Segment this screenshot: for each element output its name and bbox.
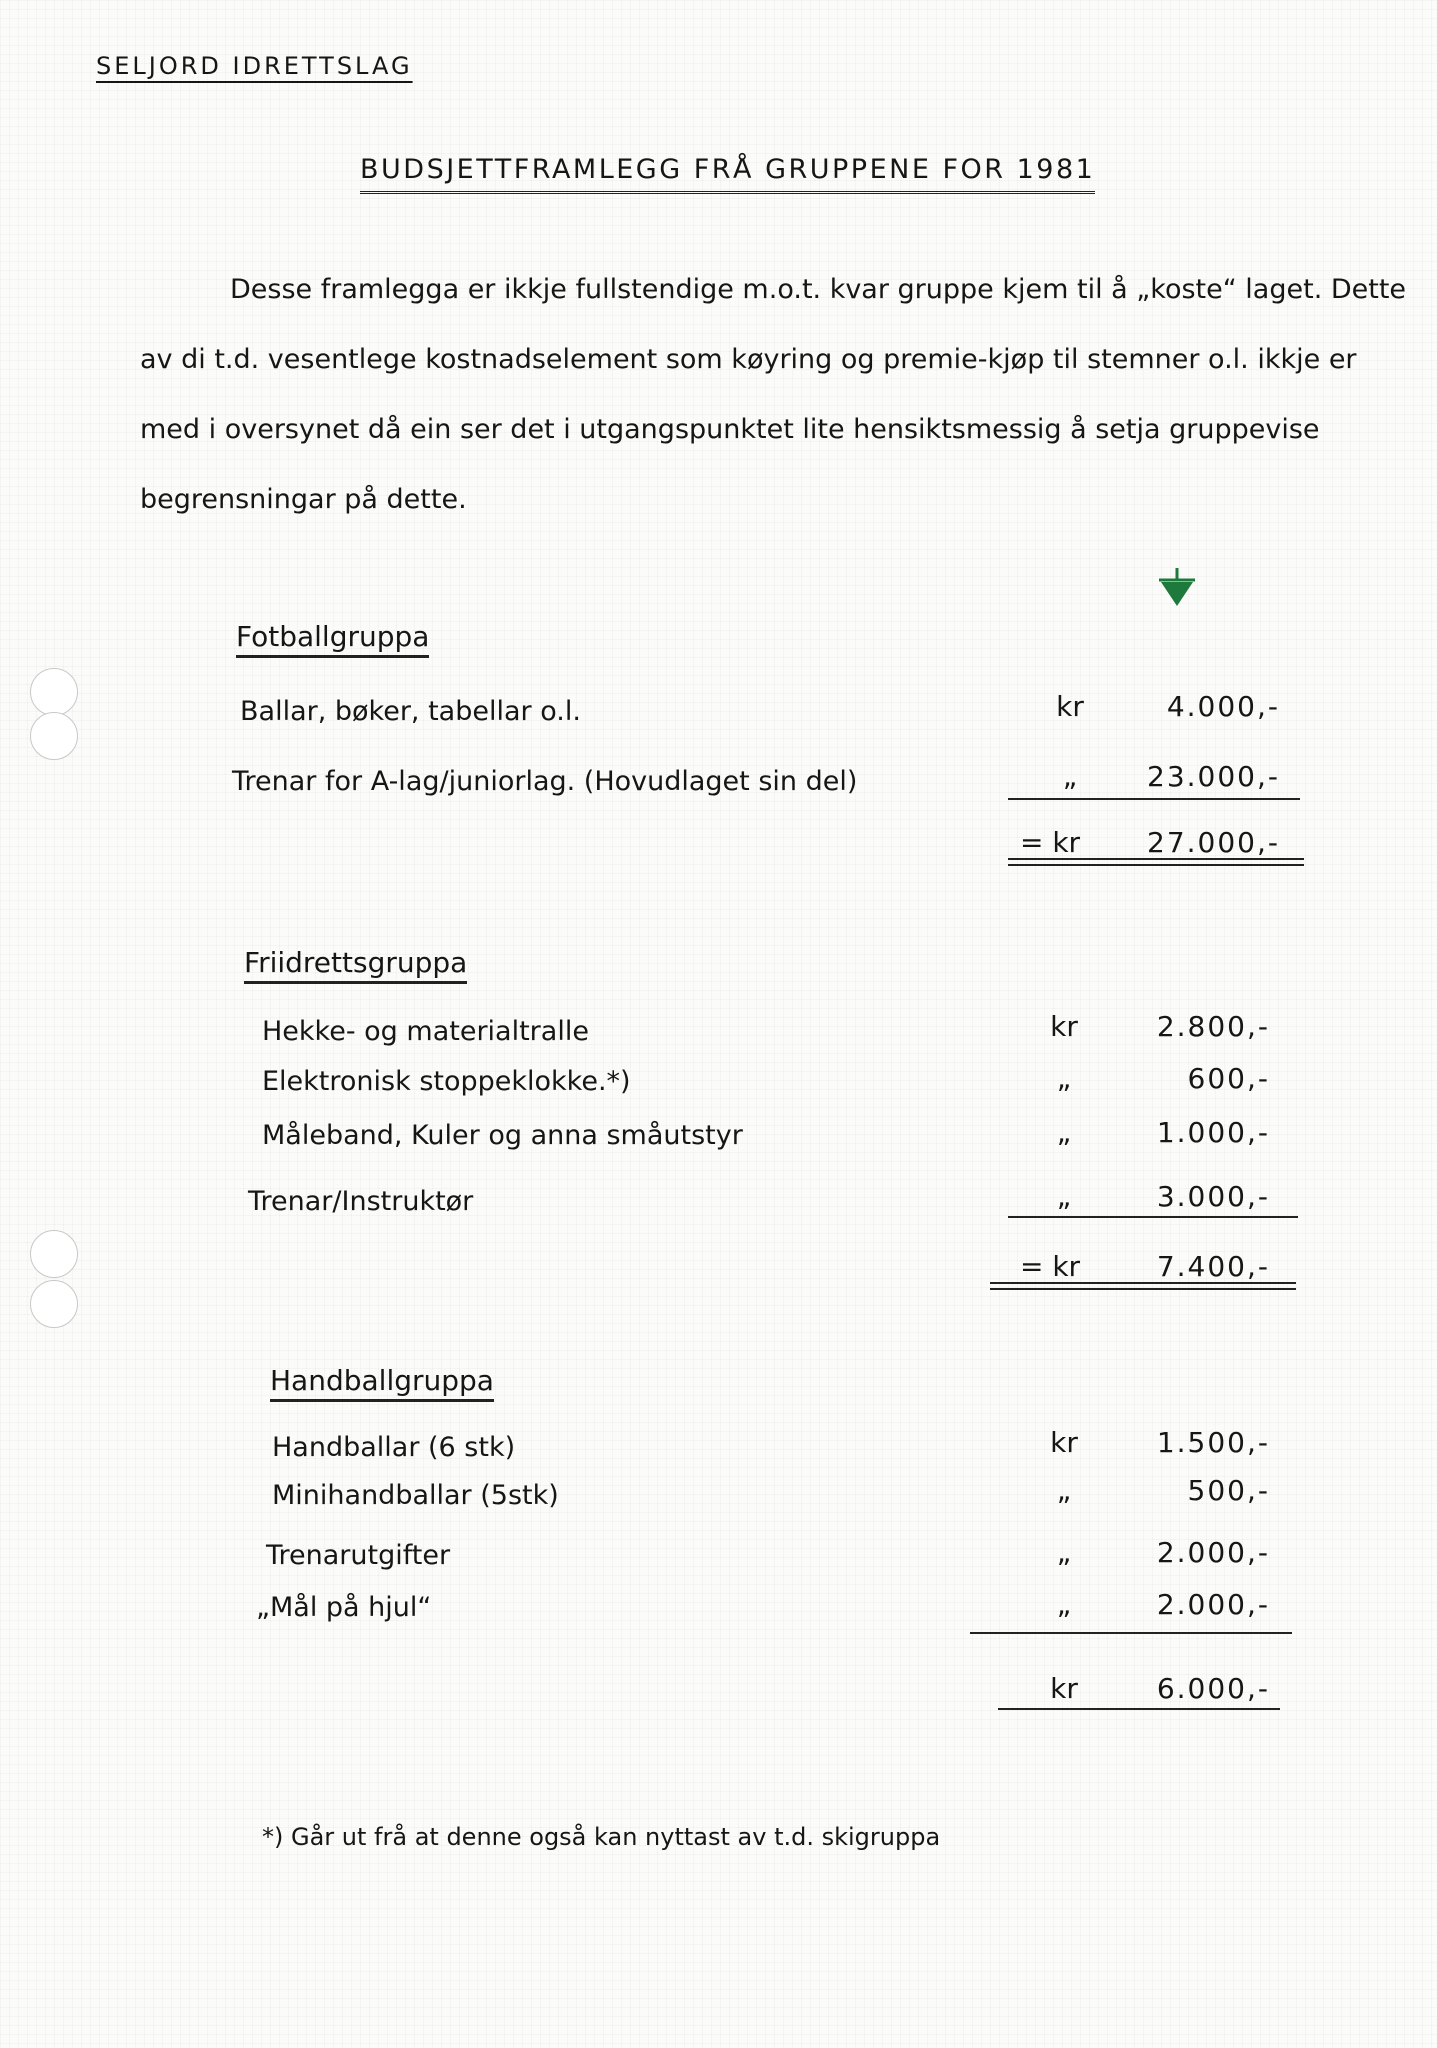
currency-label: „ [1056,1588,1072,1621]
sum-rule [1008,1216,1298,1218]
currency-label: = kr [1019,826,1081,859]
amount: 1.500,- [1156,1426,1270,1459]
organisation-name: SELJORD IDRETTSLAG [96,52,413,80]
total-amount: 27.000,- [1147,826,1280,859]
currency-label: „ [1056,1180,1072,1213]
amount: 500,- [1187,1474,1270,1507]
amount: 600,- [1187,1062,1270,1095]
section-heading: Handballgruppa [270,1364,494,1402]
amount: 4.000,- [1166,690,1280,723]
line-item-label: Elektronisk stoppeklokke.*) [262,1066,631,1097]
total-amount: 6.000,- [1156,1672,1270,1705]
amount: 1.000,- [1156,1116,1270,1149]
total-underline [998,1708,1280,1710]
sum-rule [1008,798,1300,800]
amount: 23.000,- [1147,760,1280,793]
total-double-rule [990,1282,1296,1290]
document-title: BUDSJETTFRAMLEGG FRÅ GRUPPENE FOR 1981 [360,154,1095,194]
currency-label: „ [1056,1474,1072,1507]
line-item-label: Trenar for A-lag/juniorlag. (Hovudlaget sin del) [232,766,858,797]
line-item-label: Hekke- og materialtralle [262,1016,589,1047]
line-item-label: Trenar/Instruktør [248,1186,474,1217]
amount: 2.800,- [1156,1010,1270,1043]
footnote: *) Går ut frå at denne også kan nyttast av t.d. skigruppa [262,1823,941,1851]
punch-hole [30,1280,78,1328]
currency-label: „ [1056,1062,1072,1095]
amount: 3.000,- [1156,1180,1270,1213]
currency-label: „ [1056,1116,1072,1149]
sum-rule [970,1632,1292,1634]
total-double-rule [1008,858,1304,866]
punch-hole [30,712,78,760]
currency-label: „ [1056,1536,1072,1569]
line-item-label: Trenarutgifter [266,1540,451,1571]
green-arrow-marker-icon [1155,566,1199,610]
line-item-label: Ballar, bøker, tabellar o.l. [240,696,581,727]
currency-label: kr [1050,1426,1078,1459]
line-item-label: „Mål på hjul“ [256,1592,432,1623]
amount: 2.000,- [1156,1536,1270,1569]
currency-label: kr [1050,1672,1078,1705]
amount: 2.000,- [1156,1588,1270,1621]
punch-hole [30,1230,78,1278]
intro-paragraph [140,255,1420,535]
currency-label: kr [1056,690,1084,723]
line-item-label: Minihandballar (5stk) [272,1480,559,1511]
section-heading: Friidrettsgruppa [244,946,467,984]
intro-text: Desse framlegga er ikkje fullstendige m.o.t. kvar gruppe kjem til å „koste“ laget. Dette av di t.d. vesentlege kostnadselement som køyring og premie-kjøp til stemner o.l. ikkje er med i oversynet då ein ser det i utgangspunktet lite hensiktsmessig å setja gruppevise begrensningar på dette. [140,274,1407,515]
section-heading: Fotballgruppa [236,620,429,658]
line-item-label: Måleband, Kuler og anna småutstyr [262,1120,743,1151]
line-item-label: Handballar (6 stk) [272,1432,516,1463]
currency-label: = kr [1019,1250,1081,1283]
currency-label: „ [1062,760,1078,793]
currency-label: kr [1050,1010,1078,1043]
punch-hole [30,668,78,716]
total-amount: 7.400,- [1156,1250,1270,1283]
